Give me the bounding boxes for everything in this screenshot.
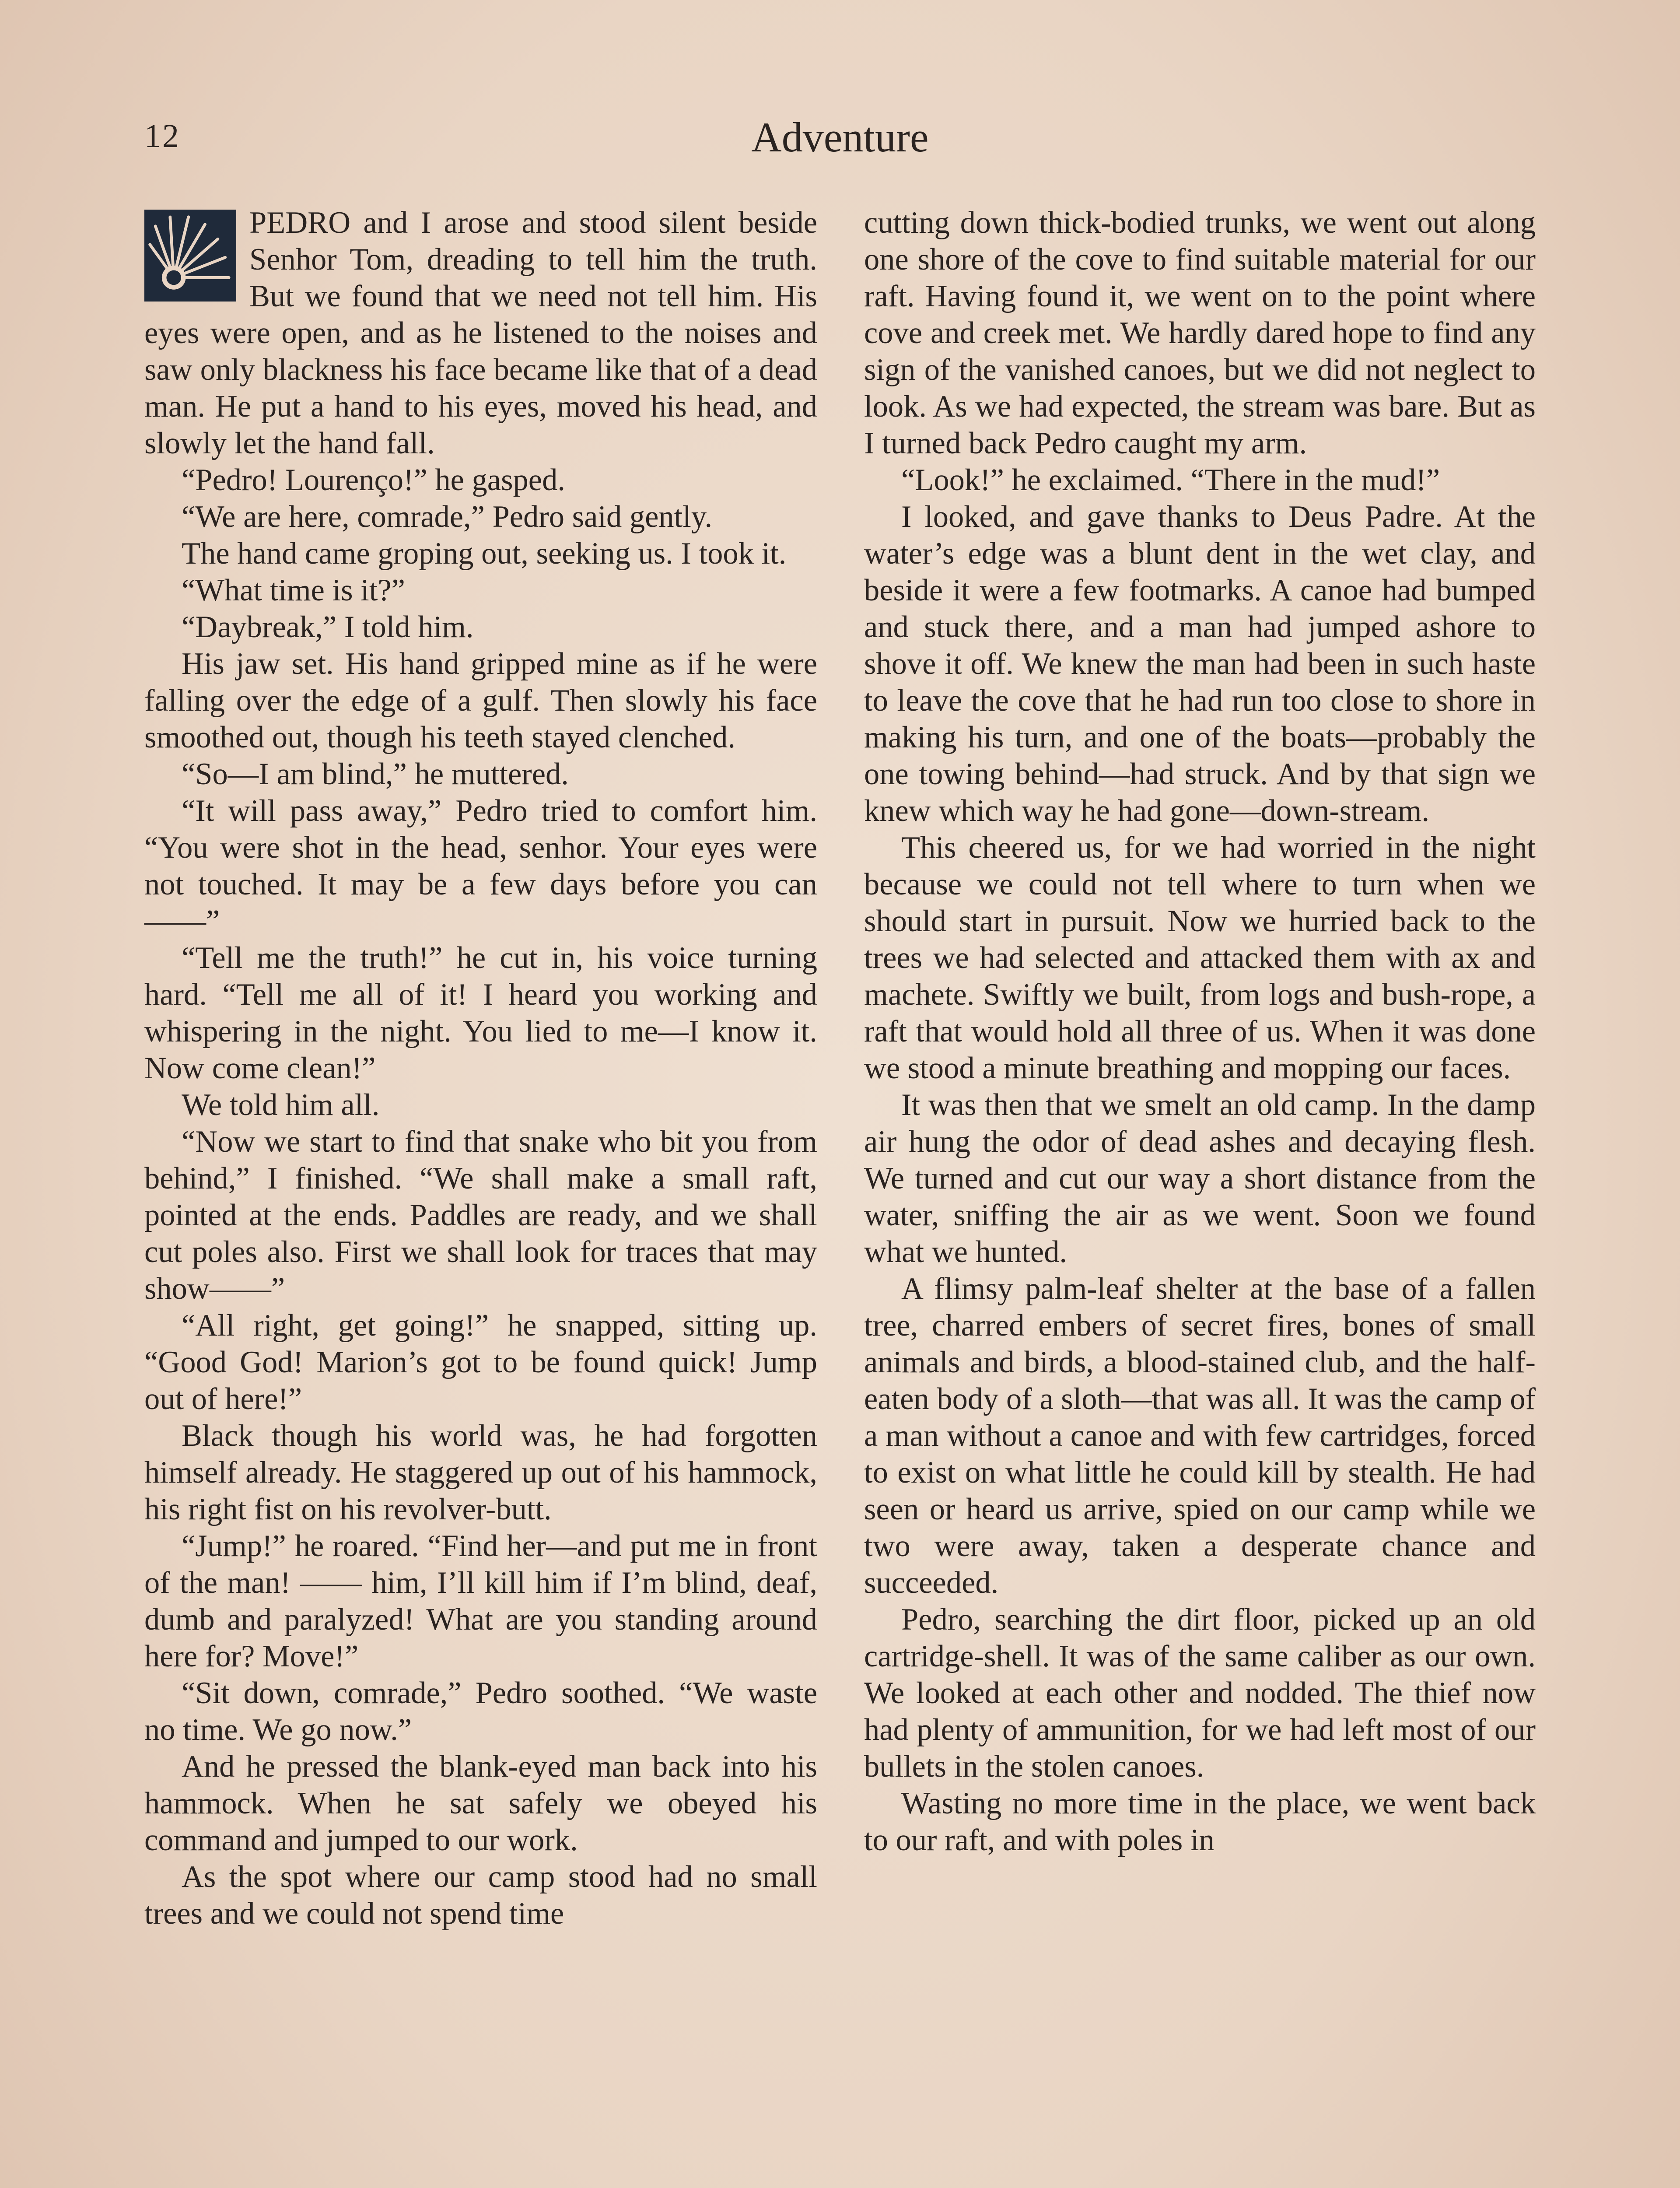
paragraph: “Tell me the truth!” he cut in, his voice turning hard. “Tell me all of it! I heard you working and whispering in the night. You lied to me—I know it. Now come clean!” xyxy=(144,941,817,1085)
left-column xyxy=(144,204,817,2188)
paragraph: cutting down thick-bodied trunks, we went out along one shore of the cove to find suitable material for our raft. Having found it, we went on to the point where cove and creek met. We hardly dared hope to find any sign of the vanished canoes, but we did not neglect to look. As we had expected, the stream was bare. But as I turned back Pedro caught my arm. xyxy=(864,206,1536,460)
paragraph: PEDRO and I arose and stood silent beside Senhor Tom, dreading to tell him the truth. But we found that we need not tell him. His eyes were open, and as he listened to the noises and saw only blackness his face became like that of a dead man. He put a hand to his eyes, moved his head, and slowly let the hand fall. xyxy=(144,206,817,460)
paragraph: “Look!” he exclaimed. “There in the mud!” xyxy=(901,463,1440,497)
paragraph: As the spot where our camp stood had no small trees and we could not spend time xyxy=(144,1860,817,1931)
paragraph: Wasting no more time in the place, we went back to our raft, and with poles in xyxy=(864,1786,1536,1857)
paragraph: “What time is it?” xyxy=(182,573,405,607)
paragraph: Pedro, searching the dirt floor, picked up an old cartridge-shell. It was of the same caliber as our own. We looked at each other and nodded. The thief now had plenty of ammunition, for we had left most of our bullets in the stolen canoes. xyxy=(864,1602,1536,1784)
paragraph: His jaw set. His hand gripped mine as if he were falling over the edge of a gulf. Then slowly his face smoothed out, though his teeth stayed clenched. xyxy=(144,647,817,754)
paragraph: “It will pass away,” Pedro tried to comfort him. “You were shot in the head, senhor. Your eyes were not touched. It may be a few days before you can——” xyxy=(144,794,817,938)
paragraph: “Pedro! Lourenço!” he gasped. xyxy=(182,463,565,497)
paragraph: And he pressed the blank-eyed man back into his hammock. When he sat safely we obeyed his command and jumped to our work. xyxy=(144,1750,817,1857)
paragraph: “So—I am blind,” he muttered. xyxy=(182,757,569,791)
paragraph: “All right, get going!” he snapped, sitting up. “Good God! Marion’s got to be found quick! Jump out of here!” xyxy=(144,1308,817,1416)
paragraph: “Jump!” he roared. “Find her—and put me in front of the man! —— him, I’ll kill him if I’m blind, deaf, dumb and paralyzed! What are you standing around here for? Move!” xyxy=(144,1529,817,1673)
paragraph: “Sit down, comrade,” Pedro soothed. “We waste no time. We go now.” xyxy=(144,1676,817,1747)
paragraph: Black though his world was, he had forgotten himself already. He staggered up out of his hammock, his right fist on his revolver-butt. xyxy=(144,1419,817,1526)
paragraph: It was then that we smelt an old camp. In the damp air hung the odor of dead ashes and decaying flesh. We turned and cut our way a short distance from the water, sniffing the air as we went. Soon we found what we hunted. xyxy=(864,1088,1536,1269)
right-column xyxy=(864,204,1536,2188)
page-number: 12 xyxy=(144,118,180,154)
paragraph: We told him all. xyxy=(182,1088,380,1122)
paragraph: “We are here, comrade,” Pedro said gently. xyxy=(182,500,713,534)
paragraph: “Now we start to find that snake who bit you from behind,” I finished. “We shall make a small raft, pointed at the ends. Paddles are ready, and we shall cut poles also. First we shall look for traces that may show——” xyxy=(144,1125,817,1306)
paragraph: This cheered us, for we had worried in the night because we could not tell where to turn when we should start in pursuit. Now we hurried back to the trees we had selected and attacked them with ax and machete. Swiftly we built, from logs and bush-rope, a raft that would hold all three of us. When it was done we stood a minute breathing and mopping our faces. xyxy=(864,831,1536,1085)
paragraph: I looked, and gave thanks to Deus Padre. At the water’s edge was a blunt dent in the wet clay, and beside it were a few footmarks. A canoe had bumped and stuck there, and a man had jumped ashore to shove it off. We knew the man had been in such haste to leave the cove that he had run too close to shore in making his turn, and one of the boats—probably the one towing behind—had struck. And by that sign we knew which way he had gone—down-stream. xyxy=(864,500,1536,828)
paragraph: A flimsy palm-leaf shelter at the base of a fallen tree, charred embers of secret fires, bones of small animals and birds, a blood-stained club, and the half-eaten body of a sloth—that was all. It was the camp of a man without a canoe and with few cartridges, forced to exist on what little he could kill by stealth. He had seen or heard us arrive, spied on our camp while we two were away, taken a desperate chance and succeeded. xyxy=(864,1272,1536,1600)
sunburst-ornament-icon xyxy=(144,210,236,302)
paragraph: The hand came groping out, seeking us. I took it. xyxy=(182,536,787,571)
paragraph: “Daybreak,” I told him. xyxy=(182,610,474,644)
running-head-title: Adventure xyxy=(751,114,929,161)
